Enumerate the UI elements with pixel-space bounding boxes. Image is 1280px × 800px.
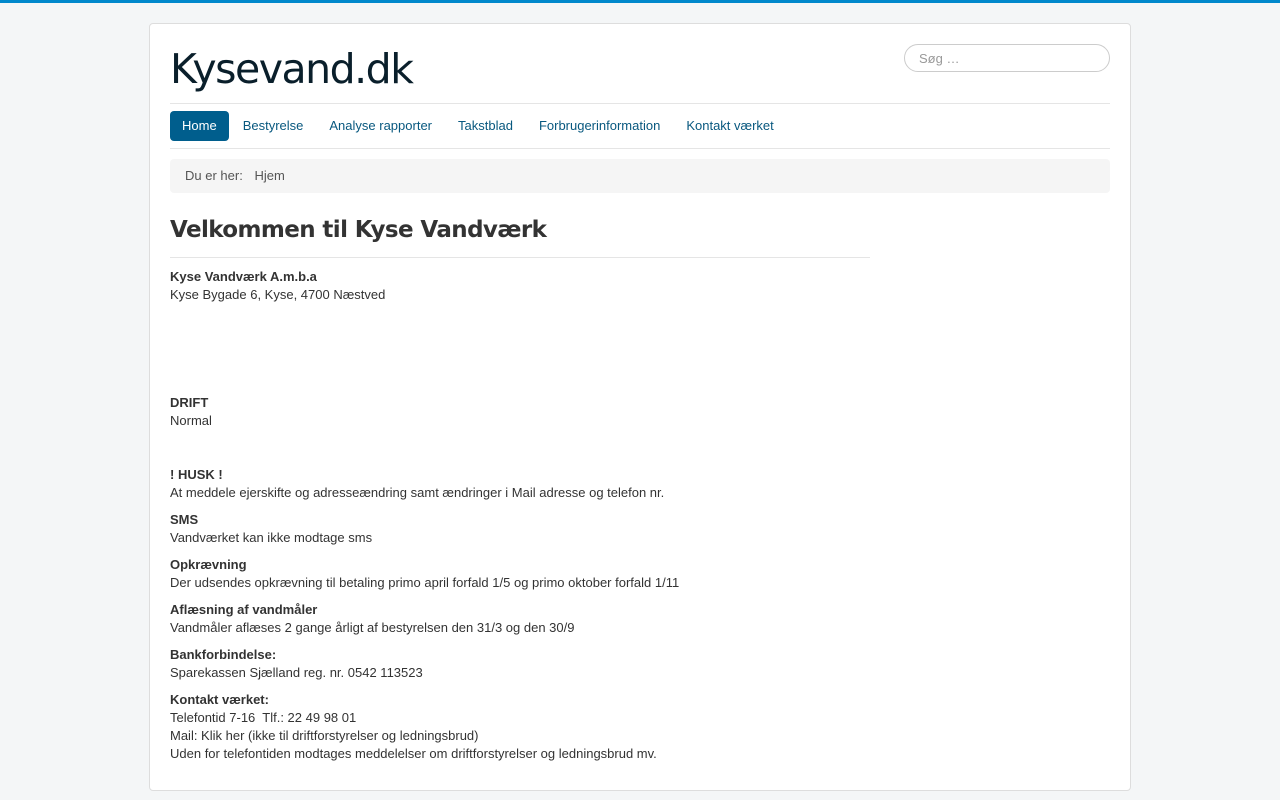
sms-heading: SMS: [170, 512, 199, 527]
contact-mail: Mail: Klik her (ikke til driftforstyrelser og ledningsbrud): [170, 728, 479, 743]
contact-heading: Kontakt værket:: [170, 692, 269, 707]
nav-item-kontakt-vaerket[interactable]: Kontakt værket: [686, 118, 774, 133]
main-nav: [170, 104, 1110, 149]
drift-status: Normal: [170, 413, 212, 428]
sms-block: [170, 511, 870, 547]
breadcrumb-current: Hjem: [254, 168, 285, 183]
company-name: Kyse Vandværk A.m.b.a: [170, 269, 317, 284]
contact-block: [170, 691, 870, 763]
nav-item-analyse-rapporter[interactable]: Analyse rapporter: [329, 118, 433, 133]
company-block: [170, 268, 870, 304]
breadcrumb: [170, 159, 1110, 193]
nav-item-takstblad[interactable]: Takstblad: [458, 118, 513, 133]
page-container: [149, 23, 1131, 791]
meter-heading: Aflæsning af vandmåler: [170, 602, 318, 617]
meter-text: Vandmåler aflæses 2 gange årligt af bestyrelsen den 31/3 og den 30/9: [170, 620, 575, 635]
nav-item-bestyrelse[interactable]: Bestyrelse: [242, 118, 304, 133]
main-content: [170, 215, 870, 763]
nav-item-forbrugerinformation[interactable]: Forbrugerinformation: [538, 118, 661, 133]
nav-item-home[interactable]: Home: [170, 111, 229, 141]
sms-text: Vandværket kan ikke modtage sms: [170, 530, 373, 545]
bank-block: [170, 646, 870, 682]
drift-block: [170, 394, 870, 430]
search-input[interactable]: [904, 44, 1110, 72]
husk-heading: ! HUSK !: [170, 467, 223, 482]
drift-heading: DRIFT: [170, 395, 209, 410]
site-logo-link[interactable]: Kysevand.dk: [170, 45, 413, 93]
husk-text: At meddele ejerskifte og adresseændring samt ændringer i Mail adresse og telefon nr.: [170, 485, 665, 500]
article-body: [170, 268, 870, 763]
contact-after-hours: Uden for telefontiden modtages meddelelser om driftforstyrelser og ledningsbrud mv.: [170, 746, 657, 761]
company-address: Kyse Bygade 6, Kyse, 4700 Næstved: [170, 287, 386, 302]
bank-text: Sparekassen Sjælland reg. nr. 0542 113523: [170, 665, 423, 680]
site-header: [170, 24, 1110, 104]
billing-text: Der udsendes opkrævning til betaling primo april forfald 1/5 og primo oktober forfald 1/11: [170, 575, 680, 590]
billing-heading: Opkrævning: [170, 557, 247, 572]
billing-block: [170, 556, 870, 592]
contact-phone: Telefontid 7-16 Tlf.: 22 49 98 01: [170, 710, 357, 725]
bank-heading: Bankforbindelse:: [170, 647, 277, 662]
meter-block: [170, 601, 870, 637]
page-title: Velkommen til Kyse Vandværk: [170, 215, 870, 258]
breadcrumb-prefix: Du er her:: [185, 168, 243, 183]
husk-block: [170, 466, 870, 502]
